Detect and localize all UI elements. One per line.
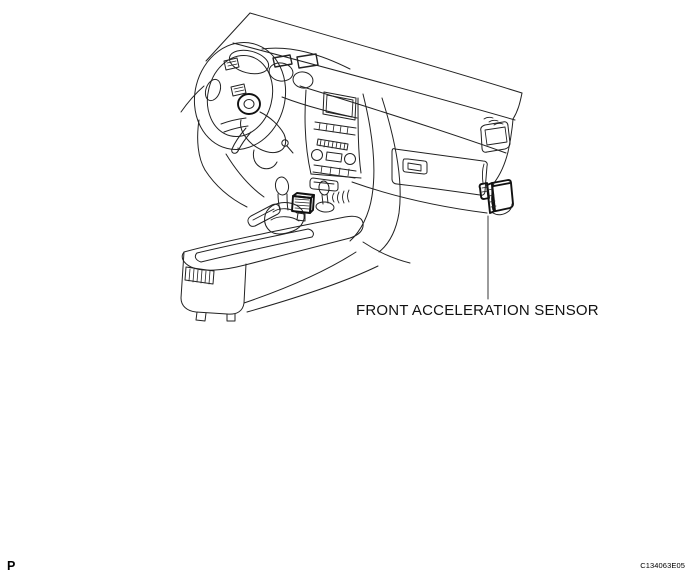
shift-knob — [274, 176, 289, 196]
center-console — [181, 176, 410, 321]
steering-wheel — [183, 33, 296, 160]
console-connector — [292, 193, 314, 221]
page-letter: P — [7, 559, 16, 573]
front-acceleration-sensor — [480, 164, 513, 215]
parking-brake-lever — [248, 204, 280, 226]
callout-front-acceleration-sensor: FRONT ACCELERATION SENSOR — [356, 302, 599, 319]
instrument-cluster — [262, 48, 506, 153]
side-vent — [481, 122, 510, 153]
glovebox-handle — [403, 159, 427, 174]
nav-screen — [323, 92, 356, 120]
steering-column — [198, 94, 293, 207]
glovebox — [352, 149, 487, 213]
windshield-and-pillar-lines — [181, 13, 522, 120]
center-stack — [305, 90, 400, 252]
figure-code: C134063E05 — [640, 561, 685, 570]
